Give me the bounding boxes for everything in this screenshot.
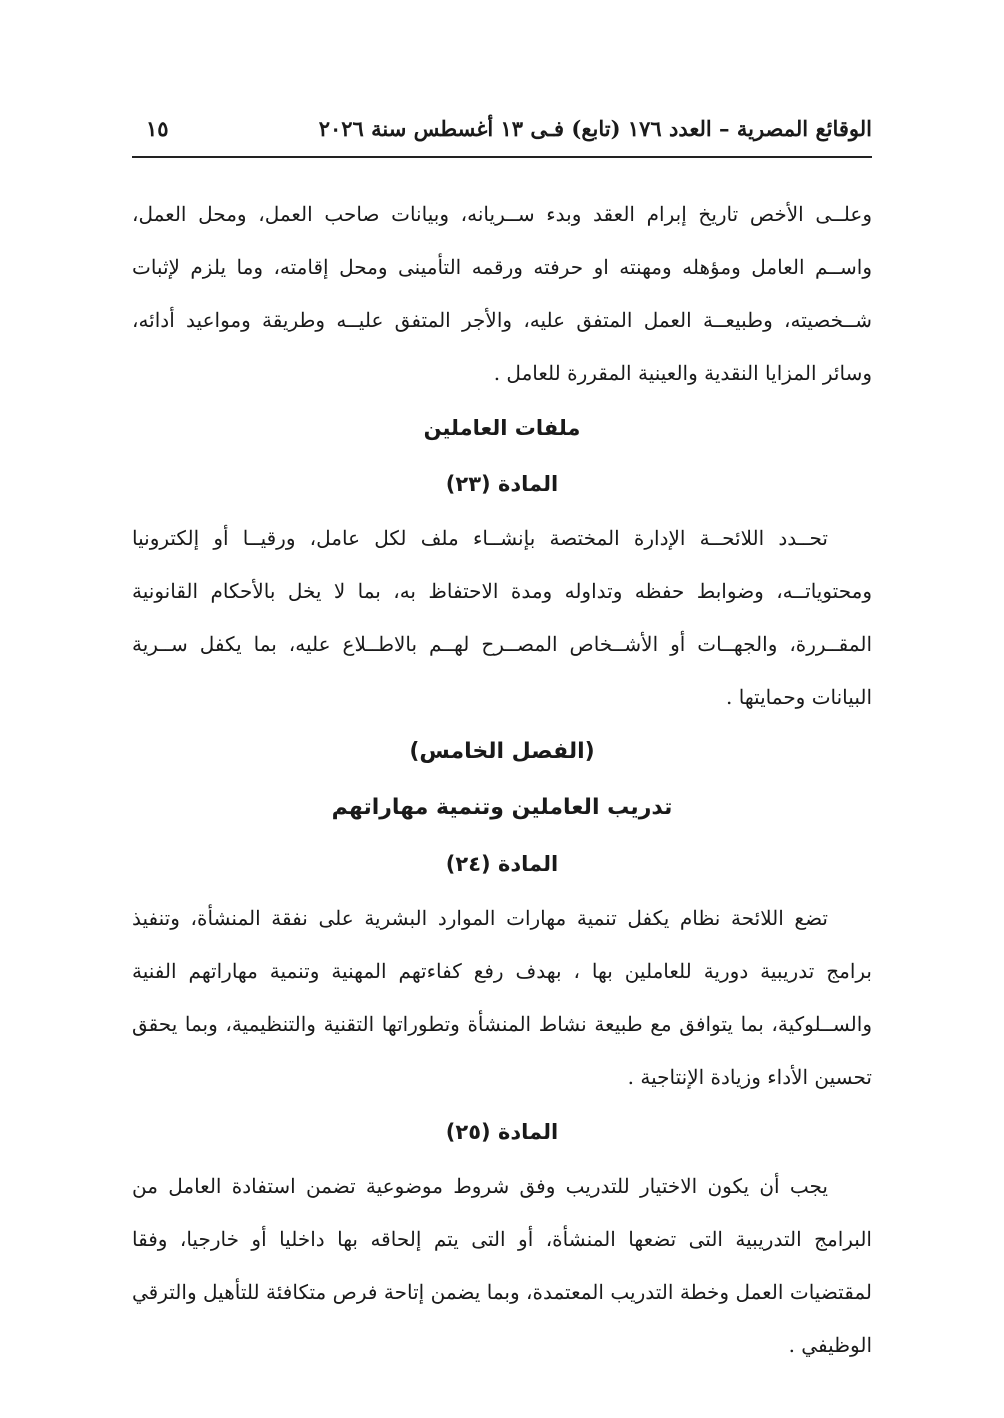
page-number: ١٥ [146, 116, 169, 141]
paragraph-article23: تحــدد اللائحــة الإدارة المختصة بإنشــاء ملف لكل عامل، ورقيــا أو إلكترونيا ومحتوياتــه، وضوابط حفظه وتداوله ومدة الاحتفاظ به، بما لا يخل بالأحكام القانونية المقــررة، والجهــات أو الأشــخاص المصــرح لهــم بالاطــلاع عليه، بما يكفل ســرية البيانات وحمايتها . [132, 526, 872, 709]
paragraph-article24: تضع اللائحة نظام يكفل تنمية مهارات الموارد البشرية على نفقة المنشأة، وتنفيذ برامج تدريبية دورية للعاملين بها ، بهدف رفع كفاءتهم المهنية وتنمية مهاراتهم الفنية والســلوكية، بما يتوافق مع طبيعة نشاط المنشأة وتطوراتها التقنية والتنظيمية، وبما يحقق تحسين الأداء وزيادة الإنتاجية . [132, 906, 872, 1089]
section-heading-employee-files: ملفات العاملين [423, 416, 581, 440]
paragraph-article25: يجب أن يكون الاختيار للتدريب وفق شروط موضوعية تضمن استفادة العامل من البرامج التدريبية التى تضعها المنشأة، أو التى يتم إلحاقه بها داخليا أو خارجيا، وفقا لمقتضيات العمل وخطة التدريب المعتمدة، وبما يضمن إتاحة فرص متكافئة للتأهيل والترقي الوظيفي . [132, 1174, 872, 1357]
header-title: الوقائع المصرية – العدد ١٧٦ (تابع) فـى ١٣ أغسطس سنة ٢٠٢٦ [318, 116, 872, 141]
article-24-heading: المادة (٢٤) [445, 852, 559, 876]
chapter-five-heading: (الفصل الخامس) [409, 739, 595, 764]
chapter-title-training: تدريب العاملين وتنمية مهاراتهم [331, 795, 673, 820]
page-body [132, 188, 872, 1372]
page-header [132, 112, 872, 158]
article-23-heading: المادة (٢٣) [445, 472, 559, 496]
article-25-heading: المادة (٢٥) [445, 1120, 559, 1144]
paragraph-article22-continuation: وعلــى الأخص تاريخ إبرام العقد وبدء ســريانه، وبيانات صاحب العمل، ومحل العمل، واســم العامل ومؤهله ومهنته او حرفته ورقمه التأمينى ومحل إقامته، وما يلزم لإثبات شــخصيته، وطبيعــة العمل المتفق عليه، والأجر المتفق عليــه وطريقة ومواعيد أدائه، وسائر المزايا النقدية والعينية المقررة للعامل . [132, 202, 872, 385]
